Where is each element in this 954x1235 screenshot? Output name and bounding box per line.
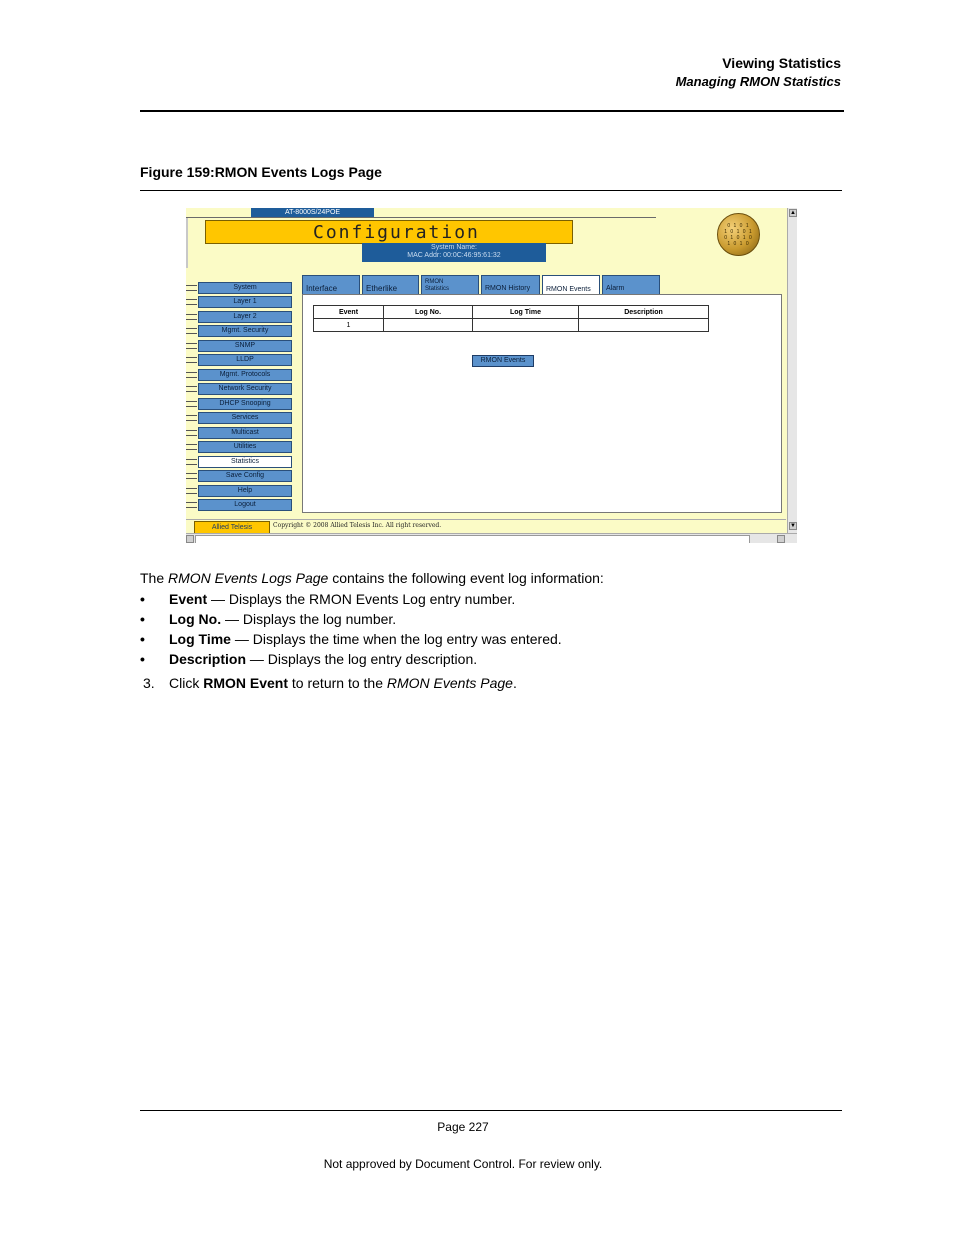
sidebar-item-save-config[interactable]: Save Config <box>198 470 292 482</box>
configuration-title: Configuration <box>313 222 480 243</box>
frame-edge <box>186 218 188 268</box>
intro-paragraph: The RMON Events Logs Page contains the following event log information: <box>140 570 604 586</box>
column-header-log-time: Log Time <box>473 306 579 319</box>
step-text: Click RMON Event to return to the RMON Events Page. <box>169 675 517 691</box>
bullet-term: Log Time <box>169 631 231 647</box>
nav-tick <box>186 430 197 436</box>
nav-tick <box>186 357 197 363</box>
review-notice: Not approved by Document Control. For review only. <box>323 1157 603 1171</box>
nav-tick <box>186 444 197 450</box>
bullet-term: Description <box>169 651 247 667</box>
rmon-events-button[interactable]: RMON Events <box>472 355 534 367</box>
footer-rule <box>140 1110 842 1111</box>
page-number: Page 227 <box>437 1120 489 1134</box>
column-header-event: Event <box>314 306 384 319</box>
nav-tick <box>186 473 197 479</box>
scroll-up-icon[interactable]: ▲ <box>790 210 796 216</box>
vertical-scrollbar[interactable] <box>787 208 797 533</box>
sidebar-item-mgmt-protocols[interactable]: Mgmt. Protocols <box>198 369 292 381</box>
event-log-table <box>313 305 709 332</box>
figure-rule <box>140 190 842 191</box>
table-header-row <box>314 306 709 319</box>
system-name: System Name: <box>431 244 477 251</box>
nav-tick <box>186 401 197 407</box>
list-item: • Log Time — Displays the time when the log entry was entered. <box>140 631 562 647</box>
tab-rmon-history[interactable]: RMON History <box>481 275 540 296</box>
nav-tick <box>186 343 197 349</box>
nav-tick <box>186 299 197 305</box>
sidebar-item-dhcp-snooping[interactable]: DHCP Snooping <box>198 398 292 410</box>
cell-log-time <box>473 319 579 332</box>
tab-rmon-statistics[interactable]: RMON Statistics <box>421 275 479 296</box>
intro-emphasis: RMON Events Logs Page <box>168 570 329 586</box>
list-item: • Event — Displays the RMON Events Log entry number. <box>140 591 516 607</box>
sidebar-item-services[interactable]: Services <box>198 412 292 424</box>
tab-etherlike[interactable]: Etherlike <box>362 275 419 296</box>
content-panel <box>302 294 782 513</box>
nav-tick <box>186 488 197 494</box>
cell-log-no <box>384 319 473 332</box>
sidebar-item-layer-2[interactable]: Layer 2 <box>198 311 292 323</box>
scroll-right-icon[interactable] <box>777 535 785 543</box>
scrollbar-thumb[interactable] <box>195 535 750 543</box>
header-rule <box>140 110 844 112</box>
nav-tick <box>186 285 197 291</box>
tab-interface[interactable]: Interface <box>302 275 360 296</box>
model-tab: AT-8000S/24POE <box>251 208 374 218</box>
section-subtitle: Managing RMON Statistics <box>675 74 841 89</box>
tab-alarm[interactable]: Alarm <box>602 275 660 296</box>
nav-tick <box>186 328 197 334</box>
nav-tick <box>186 386 197 392</box>
sidebar-item-logout[interactable]: Logout <box>198 499 292 511</box>
tab-rmon-events[interactable]: RMON Events <box>542 275 600 296</box>
cell-event: 1 <box>314 319 384 332</box>
nav-tick <box>186 372 197 378</box>
cell-description <box>579 319 709 332</box>
step-number: 3. <box>143 675 155 691</box>
screenshot-footer <box>186 519 786 534</box>
sidebar-item-snmp[interactable]: SNMP <box>198 340 292 352</box>
list-item: • Log No. — Displays the log number. <box>140 611 397 627</box>
nav-tick <box>186 502 197 508</box>
sidebar-item-statistics[interactable]: Statistics <box>198 456 292 468</box>
bullet-term: Event <box>169 591 208 607</box>
column-header-log-no: Log No. <box>384 306 473 319</box>
sidebar-item-utilities[interactable]: Utilities <box>198 441 292 453</box>
table-row <box>314 319 709 332</box>
allied-telesis-logo: Allied Telesis <box>194 521 270 534</box>
column-header-description: Description <box>579 306 709 319</box>
configuration-banner <box>205 220 573 244</box>
nav-tick <box>186 314 197 320</box>
sidebar-item-multicast[interactable]: Multicast <box>198 427 292 439</box>
model-tab-underline <box>186 217 656 218</box>
rmon-events-logs-screenshot <box>186 208 797 543</box>
sidebar-item-system[interactable]: System <box>198 282 292 294</box>
sidebar-item-network-security[interactable]: Network Security <box>198 383 292 395</box>
mac-address: MAC Addr: 00:0C:46:95:61:32 <box>407 252 501 259</box>
list-item: • Description — Displays the log entry description. <box>140 651 478 667</box>
sidebar-item-help[interactable]: Help <box>198 485 292 497</box>
nav-tick <box>186 459 197 465</box>
copyright-text: Copyright © 2008 Allied Telesis Inc. All right reserved. <box>273 522 442 529</box>
globe-icon: 0 1 0 1 1 0 1 0 1 0 1 0 1 0 1 0 1 0 <box>717 213 760 256</box>
bullet-term: Log No. <box>169 611 222 627</box>
sidebar-item-layer-1[interactable]: Layer 1 <box>198 296 292 308</box>
figure-caption: Figure 159:RMON Events Logs Page <box>140 164 382 180</box>
nav-tick <box>186 415 197 421</box>
scroll-down-icon[interactable]: ▼ <box>790 523 796 529</box>
section-title: Viewing Statistics <box>722 55 841 71</box>
horizontal-scrollbar[interactable] <box>186 533 797 543</box>
scroll-left-icon[interactable] <box>186 535 194 543</box>
sidebar-item-mgmt-security[interactable]: Mgmt. Security <box>198 325 292 337</box>
system-info-box <box>362 243 546 262</box>
bullet-list <box>140 591 840 671</box>
sidebar-item-lldp[interactable]: LLDP <box>198 354 292 366</box>
